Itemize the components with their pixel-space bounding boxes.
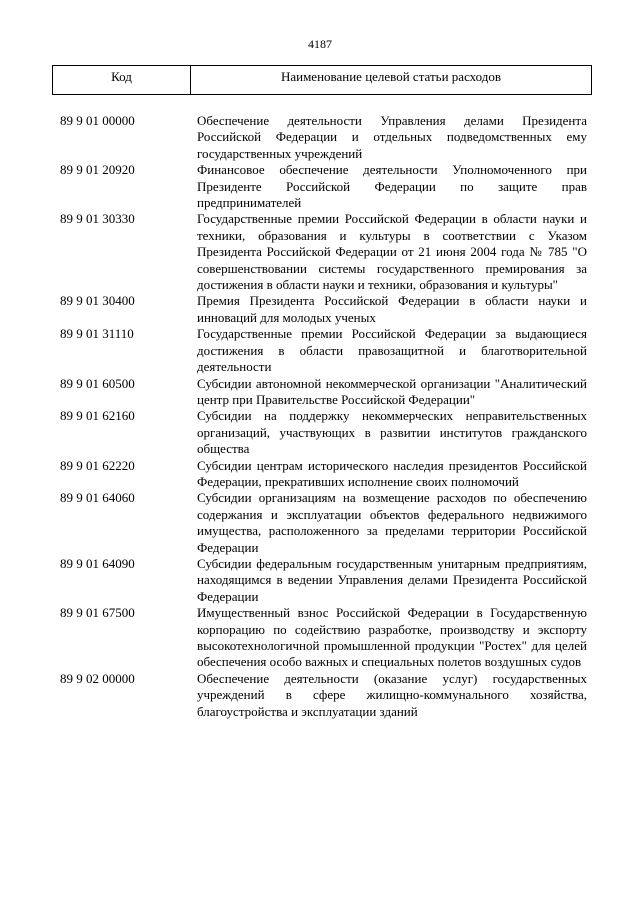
table-row <box>60 326 592 375</box>
row-name: Премия Президента Российской Федерации в области науки и инноваций для молодых ученых <box>197 293 587 325</box>
table-row <box>60 490 592 556</box>
row-name: Государственные премии Российской Федерации за выдающиеся достижения в области правозащитной и благотворительной деятельности <box>197 326 587 375</box>
table-row <box>60 408 592 457</box>
page-number: 4187 <box>308 37 332 51</box>
row-code: 89 9 01 00000 <box>60 113 135 128</box>
row-code: 89 9 01 30400 <box>60 293 135 309</box>
row-code: 89 9 01 31110 <box>60 326 134 342</box>
column-header-code: Код <box>53 66 191 94</box>
table-body <box>60 113 592 720</box>
table-row <box>60 113 592 162</box>
row-code: 89 9 01 67500 <box>60 605 135 621</box>
row-code: 89 9 02 00000 <box>60 670 135 686</box>
row-name: Обеспечение деятельности (оказание услуг) государственных учреждений в сфере жилищно-коммунального хозяйства, благоустройства и эксплуатации зданий <box>197 670 587 719</box>
row-name: Субсидии на поддержку некоммерческих неправительственных организаций, участвующих в развитии институтов гражданского общества <box>197 408 587 457</box>
table-row <box>60 376 592 409</box>
row-name: Субсидии центрам исторического наследия президентов Российской Федерации, прекративших исполнение своих полномочий <box>197 457 587 489</box>
row-code: 89 9 01 60500 <box>60 375 135 391</box>
row-code: 89 9 01 20920 <box>60 162 135 178</box>
row-name: Субсидии федеральным государственным унитарным предприятиям, находящимся в ведении Управления делами Президента Российской Федерации <box>197 555 587 604</box>
column-header-name: Наименование целевой статьи расходов <box>280 69 502 84</box>
row-name: Имущественный взнос Российской Федерации в Государственную корпорацию по содействию разработке, производству и экспорту высокотехнологичной промышленной продукции "Ростех" для целей обеспечения особо важных и специальных полетов воздушных судов <box>197 605 587 670</box>
row-code: 89 9 01 64090 <box>60 555 135 571</box>
table-row <box>60 162 592 211</box>
table-row <box>60 605 592 671</box>
table-header <box>52 65 592 95</box>
row-code: 89 9 01 64060 <box>60 490 135 506</box>
table-row <box>60 293 592 326</box>
row-code: 89 9 01 30330 <box>60 211 135 227</box>
row-name: Финансовое обеспечение деятельности Уполномоченного при Президенте Российской Федерации по защите прав предпринимателей <box>197 162 587 211</box>
row-name: Государственные премии Российской Федерации в области науки и техники, образования и культуры в соответствии с Указом Президента Российской Федерации от 21 июня 2004 года № 785 "О совершенствовании системы государственного премирования за достижения в области науки и техники, образования и культуры" <box>197 211 587 293</box>
row-code: 89 9 01 62160 <box>60 408 135 424</box>
row-name: Субсидии автономной некоммерческой организации "Аналитический центр при Правительстве Российской Федерации" <box>197 375 587 407</box>
table-row <box>60 671 592 720</box>
table-row <box>60 458 592 491</box>
row-name: Обеспечение деятельности Управления делами Президента Российской Федерации и отдельных подведомственных ему государственных учреждений <box>197 113 587 161</box>
table-row <box>60 556 592 605</box>
row-name: Субсидии организациям на возмещение расходов по обеспечению содержания и эксплуатации объектов федерального недвижимого имущества, расположенного за пределами территории Российской Федерации <box>197 490 587 555</box>
row-code: 89 9 01 62220 <box>60 457 135 473</box>
table-row <box>60 211 592 293</box>
